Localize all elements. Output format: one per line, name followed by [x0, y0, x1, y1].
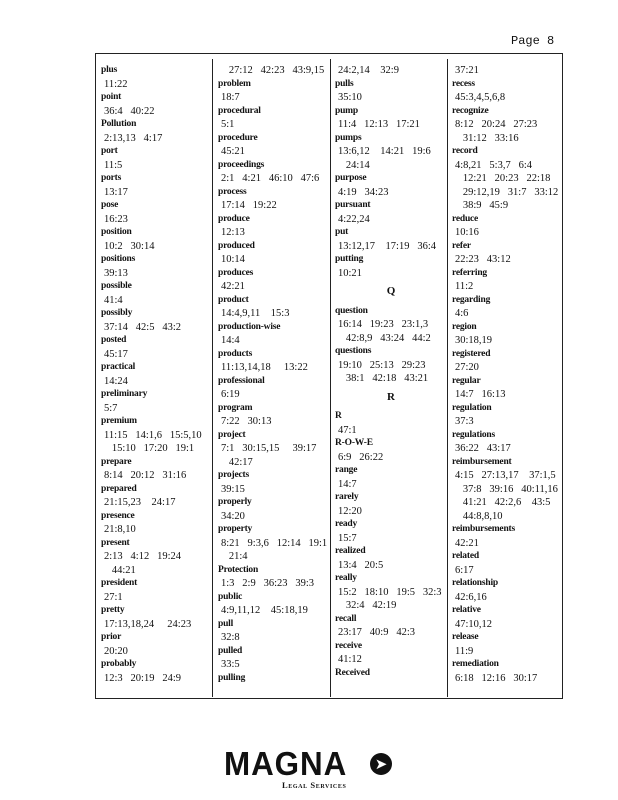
page-line-reference: 32:8 — [221, 632, 240, 643]
index-term: relationship — [452, 578, 498, 588]
page-line-reference: 39:13 — [104, 267, 128, 279]
index-term: realized — [335, 546, 366, 556]
page-line-reference: 14:7 16:13 — [455, 389, 506, 400]
page-line-reference: 8:14 20:12 31:16 — [104, 470, 187, 481]
index-term: professional — [218, 375, 265, 386]
index-term: reimbursement — [452, 456, 512, 467]
index-term: position — [101, 227, 132, 237]
index-term: relative — [452, 605, 481, 615]
index-term: produced — [218, 240, 255, 251]
page-line-reference: 4:8,21 5:3,7 6:4 — [455, 159, 533, 171]
logo-subtitle: Legal Services — [282, 780, 347, 790]
page-line-reference: 4:22,24 — [338, 213, 370, 225]
index-term: probably — [101, 659, 137, 669]
page-line-reference: 12:3 20:19 24:9 — [104, 672, 182, 684]
page-line-reference: 1:3 2:9 36:23 39:3 — [221, 578, 315, 589]
page-line-reference: 13:6,12 14:21 19:6 — [338, 146, 431, 157]
index-term: procedural — [218, 105, 261, 116]
page-line-reference: 31:12 33:16 — [455, 132, 519, 144]
index-column-2 — [218, 64, 330, 685]
page-line-reference: 15:7 — [338, 532, 357, 544]
index-term: question — [335, 305, 368, 316]
page-line-reference: 6:18 12:16 30:17 — [455, 672, 538, 684]
page-line-reference: 30:18,19 — [455, 335, 493, 346]
index-term: reduce — [452, 213, 479, 224]
index-term: premium — [101, 416, 137, 426]
index-term: pursuant — [335, 200, 371, 210]
page-line-reference: 12:21 20:23 22:18 — [455, 173, 551, 184]
page-line-reference: 19:10 25:13 29:23 — [338, 359, 426, 371]
page-line-reference: 5:1 — [221, 119, 235, 130]
page-line-reference: 4:19 34:23 — [338, 186, 389, 198]
page-line-reference: 11:2 — [455, 281, 474, 292]
page-line-reference: 16:14 19:23 23:1,3 — [338, 319, 429, 330]
index-term: proceedings — [218, 159, 265, 170]
page-line-reference: 34:20 — [221, 510, 245, 522]
index-term: release — [452, 632, 479, 642]
column-divider — [330, 59, 331, 697]
page-line-reference: 44:8,8,10 — [455, 510, 503, 522]
page-line-reference: 2:1 4:21 46:10 47:6 — [221, 173, 320, 184]
section-letter: R — [387, 390, 395, 403]
page-line-reference: 27:20 — [455, 362, 479, 373]
index-term: pumps — [335, 132, 362, 143]
index-term: public — [218, 591, 243, 602]
index-term: receive — [335, 640, 362, 651]
page-line-reference: 11:13,14,18 13:22 — [221, 362, 308, 373]
index-term: possibly — [101, 308, 133, 318]
page-line-reference: 39:15 — [221, 483, 245, 495]
index-term: pulling — [218, 672, 246, 683]
page-line-reference: 11:4 12:13 17:21 — [338, 119, 420, 130]
page-line-reference: 38:9 45:9 — [455, 200, 509, 211]
index-term: putting — [335, 254, 364, 264]
page-line-reference: 11:15 14:1,6 15:5,10 — [104, 429, 202, 441]
page-line-reference: 16:23 — [104, 213, 128, 225]
page-line-reference: 7:1 30:15,15 39:17 — [221, 443, 317, 454]
index-term: production-wise — [218, 321, 281, 332]
index-term: range — [335, 465, 358, 475]
index-term: questions — [335, 346, 372, 356]
page-line-reference: 15:10 17:20 19:1 — [104, 443, 195, 454]
page-line-reference: 37:3 — [455, 416, 474, 427]
page-line-reference: 27:1 — [104, 591, 123, 603]
index-term: recess — [452, 78, 475, 89]
page-line-reference: 17:14 19:22 — [221, 200, 277, 211]
page-line-reference: 23:17 40:9 42:3 — [338, 627, 416, 638]
index-term: pulls — [335, 78, 354, 89]
section-letter: Q — [386, 285, 396, 297]
page-line-reference: 29:12,19 31:7 33:12 — [455, 186, 559, 198]
index-term: R-O-W-E — [335, 438, 373, 448]
page-line-reference: 36:4 40:22 — [104, 105, 155, 117]
page-line-reference: 4:6 — [455, 308, 469, 319]
index-term: remediation — [452, 659, 499, 669]
page-line-reference: 8:12 20:24 27:23 — [455, 119, 538, 130]
page-line-reference: 47:10,12 — [455, 618, 493, 630]
page-line-reference: 5:7 — [104, 402, 118, 414]
page-line-reference: 4:9,11,12 45:18,19 — [221, 605, 308, 616]
index-term: regarding — [452, 294, 491, 305]
index-term: program — [218, 402, 253, 413]
column-divider — [447, 59, 448, 697]
index-term: process — [218, 186, 247, 197]
page-line-reference: 14:24 — [104, 375, 128, 387]
page-line-reference: 35:10 — [338, 92, 362, 103]
index-term: present — [101, 537, 130, 548]
page-line-reference: 17:13,18,24 24:23 — [104, 618, 192, 630]
index-column-3 — [335, 64, 447, 680]
page-line-reference: 42:21 — [221, 281, 245, 292]
index-term: record — [452, 146, 478, 156]
page-line-reference: 6:17 — [455, 564, 474, 576]
index-term: region — [452, 321, 477, 332]
page-line-reference: 27:12 42:23 43:9,15 — [221, 65, 325, 76]
index-term: properly — [218, 497, 252, 507]
index-term: product — [218, 294, 249, 305]
page-line-reference: 37:14 42:5 43:2 — [104, 321, 182, 333]
page-line-reference: 21:15,23 24:17 — [104, 497, 176, 508]
index-term: prepare — [101, 456, 132, 467]
index-term: R — [335, 411, 342, 421]
index-term: produce — [218, 213, 250, 224]
index-term: pulled — [218, 645, 243, 656]
page-line-reference: 44:21 — [104, 564, 136, 576]
index-term: products — [218, 348, 253, 359]
page-line-reference: 41:21 42:2,6 43:5 — [455, 497, 551, 508]
index-term: referring — [452, 267, 487, 278]
index-term: purpose — [335, 173, 367, 183]
page-line-reference: 14:7 — [338, 478, 357, 490]
index-term: regular — [452, 375, 481, 386]
page-line-reference: 37:21 — [455, 65, 479, 76]
page-line-reference: 20:20 — [104, 645, 128, 657]
index-term: plus — [101, 65, 118, 75]
page-line-reference: 45:17 — [104, 348, 128, 360]
index-term: pull — [218, 618, 234, 629]
index-term: problem — [218, 78, 251, 89]
page-line-reference: 32:4 42:19 — [338, 600, 397, 611]
page-line-reference: 4:15 27:13,17 37:1,5 — [455, 470, 556, 481]
index-term: prepared — [101, 483, 137, 494]
index-term: pump — [335, 105, 358, 116]
index-term: rarely — [335, 492, 359, 502]
index-term: regulation — [452, 402, 492, 413]
page-line-reference: 36:22 43:17 — [455, 443, 511, 454]
page-line-reference: 33:5 — [221, 659, 240, 670]
index-term: ready — [335, 519, 358, 529]
index-term: port — [101, 146, 118, 156]
index-term: produces — [218, 267, 254, 278]
index-term: Pollution — [101, 119, 137, 129]
index-column-4 — [452, 64, 564, 685]
page-line-reference: 12:20 — [338, 505, 362, 517]
index-term: positions — [101, 254, 136, 264]
page-line-reference: 15:2 18:10 19:5 32:3 — [338, 586, 442, 598]
page-line-reference: 41:12 — [338, 654, 362, 665]
index-term: posted — [101, 335, 127, 345]
index-term: president — [101, 578, 138, 588]
page-line-reference: 6:19 — [221, 389, 240, 400]
page-line-reference: 2:13,13 4:17 — [104, 132, 163, 144]
page-line-reference: 22:23 43:12 — [455, 254, 511, 265]
index-term: prior — [101, 632, 122, 642]
index-term: projects — [218, 470, 249, 480]
column-divider — [212, 59, 213, 697]
page-line-reference: 12:13 — [221, 227, 245, 238]
arrow-circle-icon: ➤ — [370, 753, 392, 775]
page-line-reference: 11:22 — [104, 78, 128, 90]
page-line-reference: 10:21 — [338, 267, 362, 279]
page-line-reference: 10:14 — [221, 254, 245, 265]
page-line-reference: 8:21 9:3,6 12:14 19:1 — [221, 537, 328, 549]
page-line-reference: 11:5 — [104, 159, 123, 171]
page-line-reference: 47:1 — [338, 424, 357, 436]
index-term: preliminary — [101, 389, 148, 399]
index-term: possible — [101, 281, 132, 291]
page-line-reference: 42:8,9 43:24 44:2 — [338, 332, 431, 344]
page-line-reference: 37:8 39:16 40:11,16 — [455, 483, 558, 495]
page-line-reference: 24:2,14 32:9 — [338, 65, 399, 76]
index-term: Protection — [218, 564, 259, 575]
index-term: pose — [101, 200, 119, 210]
page-line-reference: 13:17 — [104, 186, 128, 198]
page-line-reference: 11:9 — [455, 645, 474, 657]
page-line-reference: 45:21 — [221, 146, 245, 157]
index-term: ports — [101, 173, 122, 183]
page-line-reference: 24:14 — [338, 159, 370, 171]
index-term: presence — [101, 510, 135, 521]
index-term: property — [218, 524, 253, 534]
page-line-reference: 41:4 — [104, 294, 123, 306]
index-term: related — [452, 551, 479, 561]
index-term: project — [218, 429, 246, 440]
index-term: pretty — [101, 605, 125, 615]
page-line-reference: 14:4 — [221, 335, 240, 346]
page-line-reference: 7:22 30:13 — [221, 416, 272, 427]
index-term: put — [335, 227, 349, 237]
page-line-reference: 13:12,17 17:19 36:4 — [338, 240, 437, 252]
index-page-frame — [95, 53, 563, 699]
index-column-1 — [101, 64, 213, 685]
index-term: refer — [452, 240, 471, 251]
logo-wordmark: MAGNA — [224, 745, 348, 782]
page-line-reference: 21:8,10 — [104, 524, 136, 535]
page-line-reference: 6:9 26:22 — [338, 451, 384, 463]
index-term: point — [101, 92, 122, 102]
page-line-reference: 42:21 — [455, 537, 479, 549]
index-term: regulations — [452, 429, 496, 440]
magna-logo — [224, 746, 396, 792]
page-line-reference: 10:2 30:14 — [104, 240, 155, 252]
index-term: reimbursements — [452, 524, 515, 534]
index-term: recognize — [452, 105, 489, 116]
page-line-reference: 42:6,16 — [455, 591, 487, 603]
page-line-reference: 14:4,9,11 15:3 — [221, 308, 290, 319]
page-line-reference: 10:16 — [455, 227, 479, 238]
page-line-reference: 18:7 — [221, 92, 240, 103]
page-line-reference: 42:17 — [221, 456, 253, 468]
index-term: Received — [335, 667, 370, 678]
index-term: really — [335, 573, 357, 583]
index-term: recall — [335, 613, 357, 624]
page-line-reference: 45:3,4,5,6,8 — [455, 92, 506, 103]
page-number: Page 8 — [511, 34, 555, 48]
page-line-reference: 13:4 20:5 — [338, 559, 384, 571]
index-term: registered — [452, 348, 491, 359]
page-line-reference: 2:13 4:12 19:24 — [104, 551, 182, 562]
page-line-reference: 21:4 — [221, 551, 248, 562]
index-term: procedure — [218, 132, 258, 143]
page-line-reference: 38:1 42:18 43:21 — [338, 373, 429, 384]
index-term: practical — [101, 362, 136, 372]
